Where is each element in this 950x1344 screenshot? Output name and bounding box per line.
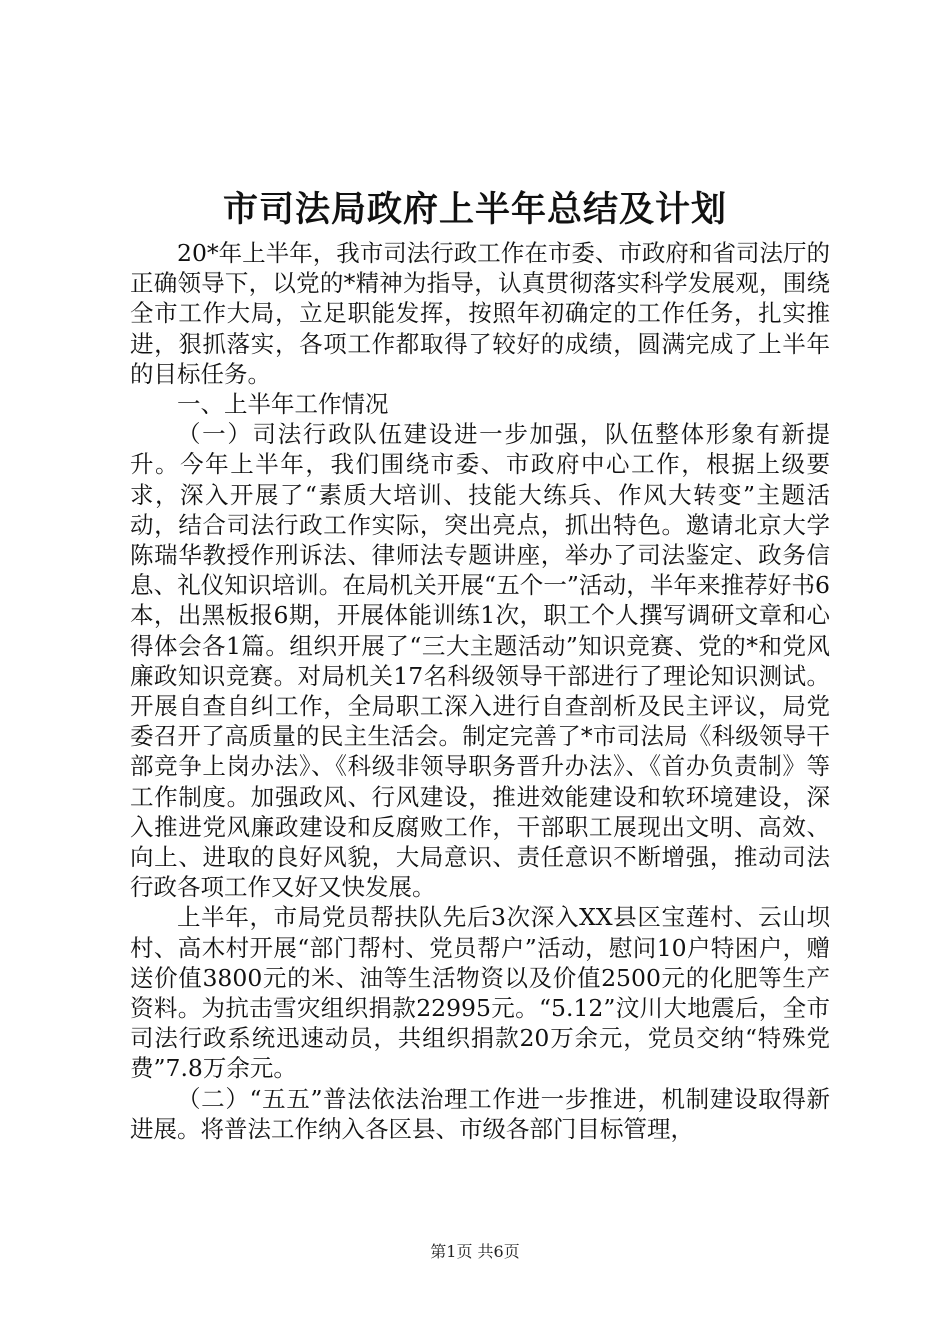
document-body bbox=[130, 238, 830, 1144]
section-heading: 一、上半年工作情况 bbox=[177, 390, 389, 419]
intro-paragraph: 20*年上半年，我市司法行政工作在市委、市政府和省司法厅的正确领导下，以党的*精神为指导，认真贯彻落实科学发展观，围绕全市工作大局，立足职能发挥，按照年初确定的工作任务，扎实推进，狠抓落实，各项工作都取得了较好的成绩，圆满完成了上半年的目标任务。 bbox=[130, 239, 830, 388]
body-paragraph: 上半年，市局党员帮扶队先后3次深入XX县区宝莲村、云山坝村、高木村开展“部门帮村、党员帮户”活动，慰问10户特困户，赠送价值3800元的米、油等生活物资以及价值2500元的化肥等生产资料。为抗击雪灾组织捐款22995元。“5.12”汶川大地震后，全市司法行政系统迅速动员，共组织捐款20万余元，党员交纳“特殊党费”7.8万余元。 bbox=[130, 903, 830, 1083]
body-paragraph: （一）司法行政队伍建设进一步加强，队伍整体形象有新提升。今年上半年，我们围绕市委、市政府中心工作，根据上级要求，深入开展了“素质大培训、技能大练兵、作风大转变”主题活动，结合司法行政工作实际，突出亮点，抓出特色。邀请北京大学陈瑞华教授作刑诉法、律师法专题讲座，举办了司法鉴定、政务信息、礼仪知识培训。在局机关开展“五个一”活动，半年来推荐好书6本，出黑板报6期，开展体能训练1次，职工个人撰写调研文章和心得体会各1篇。组织开展了“三大主题活动”知识竞赛、党的*和党风廉政知识竞赛。对局机关17名科级领导干部进行了理论知识测试。开展自查自纠工作，全局职工深入进行自查剖析及民主评议，局党委召开了高质量的民主生活会。制定完善了*市司法局《科级领导干部竞争上岗办法》、《科级非领导职务晋升办法》、《首办负责制》等工作制度。加强政风、行风建设，推进效能建设和软环境建设，深入推进党风廉政建设和反腐败工作，干部职工展现出文明、高效、向上、进取的良好风貌，大局意识、责任意识不断增强，推动司法行政各项工作又好又快发展。 bbox=[130, 420, 830, 902]
document-title: 市司法局政府上半年总结及计划 bbox=[222, 189, 727, 230]
body-paragraph: （二）“五五”普法依法治理工作进一步推进，机制建设取得新进展。将普法工作纳入各区县、市级各部门目标管理， bbox=[130, 1084, 830, 1143]
page-number: 第1页 共6页 bbox=[430, 1242, 520, 1261]
